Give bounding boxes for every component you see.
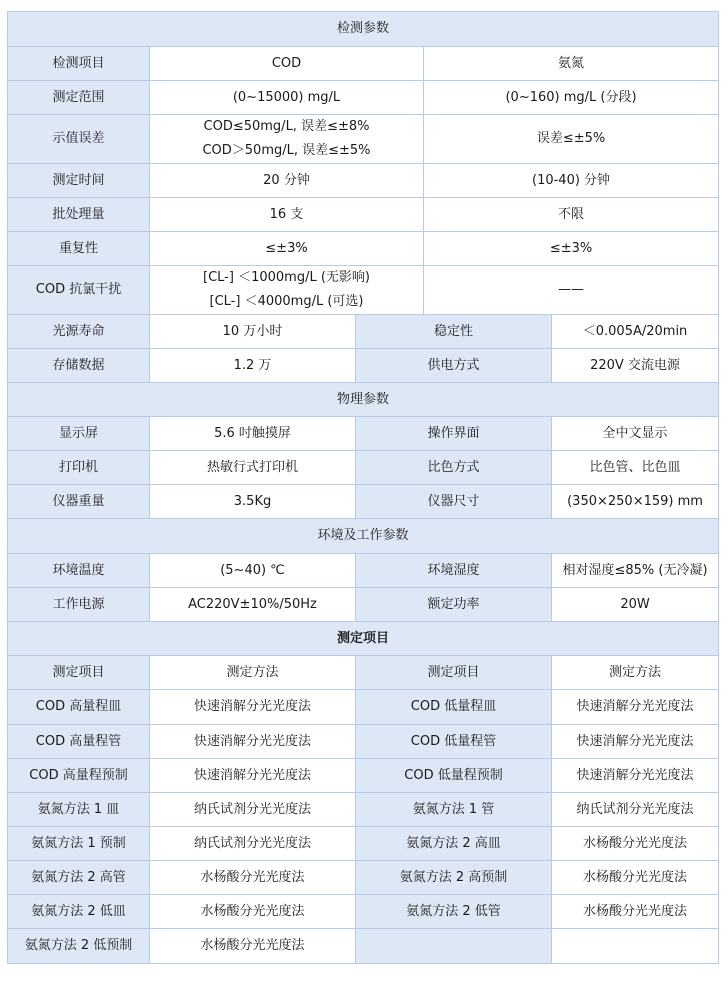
items-header-method-1: 测定方法	[150, 656, 356, 690]
cod-chloride-line2: [CL-] ＜4000mg/L (可选)	[209, 294, 364, 309]
item-method-empty	[552, 929, 719, 964]
item-method: 水杨酸分光光度法	[150, 895, 356, 929]
table-row	[8, 861, 719, 895]
cod-chloride-line1: [CL-] ＜1000mg/L (无影响)	[203, 270, 370, 285]
dimensions-value: (350×250×159) mm	[552, 485, 719, 519]
item-name: COD 低量程预制	[356, 759, 552, 793]
table-row	[8, 793, 719, 827]
section-environment-params: 环境及工作参数	[8, 519, 719, 554]
table-row	[8, 759, 719, 793]
cod-header: COD	[150, 47, 424, 81]
ammonia-range: (0~160) mg/L (分段)	[424, 81, 719, 115]
ammonia-error: 误差≤±5%	[424, 115, 719, 164]
cod-error-line1: COD≤50mg/L, 误差≤±8%	[203, 119, 370, 134]
item-name: 氨氮方法 2 高管	[8, 861, 150, 895]
section-physical-params: 物理参数	[8, 383, 719, 417]
table-row	[8, 725, 719, 759]
stability-value: ＜0.005A/20min	[552, 315, 719, 349]
cod-time: 20 分钟	[150, 164, 424, 198]
row-label-item: 检测项目	[8, 47, 150, 81]
row-label-colorimetry: 比色方式	[356, 451, 552, 485]
ammonia-chloride: ——	[424, 266, 719, 315]
temperature-value: (5~40) ℃	[150, 554, 356, 588]
item-name: 氨氮方法 2 低预制	[8, 929, 150, 964]
ammonia-time: (10-40) 分钟	[424, 164, 719, 198]
row-label-range: 测定范围	[8, 81, 150, 115]
item-method: 水杨酸分光光度法	[552, 895, 719, 929]
row-label-weight: 仪器重量	[8, 485, 150, 519]
spec-table	[7, 11, 719, 964]
row-label-stability: 稳定性	[356, 315, 552, 349]
item-name: 氨氮方法 1 皿	[8, 793, 150, 827]
item-name: COD 高量程管	[8, 725, 150, 759]
item-method: 快速消解分光光度法	[552, 759, 719, 793]
item-method: 水杨酸分光光度法	[150, 929, 356, 964]
weight-value: 3.5Kg	[150, 485, 356, 519]
row-label-storage: 存储数据	[8, 349, 150, 383]
item-name: 氨氮方法 2 高皿	[356, 827, 552, 861]
item-method: 水杨酸分光光度法	[552, 861, 719, 895]
row-label-light: 光源寿命	[8, 315, 150, 349]
humidity-value: 相对湿度≤85% (无冷凝)	[552, 554, 719, 588]
items-header-item-1: 测定项目	[8, 656, 150, 690]
section-measurement-items: 测定项目	[8, 622, 719, 656]
row-label-dimensions: 仪器尺寸	[356, 485, 552, 519]
row-label-rated-power: 额定功率	[356, 588, 552, 622]
row-label-humidity: 环境湿度	[356, 554, 552, 588]
table-row	[8, 929, 719, 964]
cod-repeat: ≤±3%	[150, 232, 424, 266]
item-method: 纳氏试剂分光光度法	[150, 827, 356, 861]
row-label-printer: 打印机	[8, 451, 150, 485]
item-method: 快速消解分光光度法	[552, 725, 719, 759]
items-header-method-2: 测定方法	[552, 656, 719, 690]
item-name: 氨氮方法 1 管	[356, 793, 552, 827]
cod-error	[150, 115, 424, 164]
item-name: 氨氮方法 2 低皿	[8, 895, 150, 929]
row-label-temperature: 环境温度	[8, 554, 150, 588]
section-detection-params: 检测参数	[8, 12, 719, 47]
item-method: 水杨酸分光光度法	[552, 827, 719, 861]
item-name: COD 低量程皿	[356, 690, 552, 725]
interface-value: 全中文显示	[552, 417, 719, 451]
item-name: 氨氮方法 2 低管	[356, 895, 552, 929]
cod-range: (0~15000) mg/L	[150, 81, 424, 115]
row-label-display: 显示屏	[8, 417, 150, 451]
ammonia-repeat: ≤±3%	[424, 232, 719, 266]
item-name: COD 低量程管	[356, 725, 552, 759]
table-row	[8, 827, 719, 861]
power-mode-value: 220V 交流电源	[552, 349, 719, 383]
work-power-value: AC220V±10%/50Hz	[150, 588, 356, 622]
storage-value: 1.2 万	[150, 349, 356, 383]
item-method: 快速消解分光光度法	[150, 725, 356, 759]
item-name: 氨氮方法 1 预制	[8, 827, 150, 861]
printer-value: 热敏行式打印机	[150, 451, 356, 485]
row-label-repeat: 重复性	[8, 232, 150, 266]
row-label-chloride: COD 抗氯干扰	[8, 266, 150, 315]
row-label-power-mode: 供电方式	[356, 349, 552, 383]
item-method: 快速消解分光光度法	[150, 759, 356, 793]
item-method: 快速消解分光光度法	[150, 690, 356, 725]
ammonia-header: 氨氮	[424, 47, 719, 81]
row-label-time: 测定时间	[8, 164, 150, 198]
item-name: COD 高量程预制	[8, 759, 150, 793]
table-row	[8, 690, 719, 725]
row-label-interface: 操作界面	[356, 417, 552, 451]
row-label-batch: 批处理量	[8, 198, 150, 232]
rated-power-value: 20W	[552, 588, 719, 622]
items-header-item-2: 测定项目	[356, 656, 552, 690]
ammonia-batch: 不限	[424, 198, 719, 232]
item-name-empty	[356, 929, 552, 964]
cod-error-line2: COD＞50mg/L, 误差≤±5%	[202, 143, 371, 158]
table-row	[8, 895, 719, 929]
cod-chloride	[150, 266, 424, 315]
item-method: 快速消解分光光度法	[552, 690, 719, 725]
colorimetry-value: 比色管、比色皿	[552, 451, 719, 485]
light-life-value: 10 万小时	[150, 315, 356, 349]
display-value: 5.6 吋触摸屏	[150, 417, 356, 451]
item-name: COD 高量程皿	[8, 690, 150, 725]
cod-batch: 16 支	[150, 198, 424, 232]
item-method: 纳氏试剂分光光度法	[150, 793, 356, 827]
item-method: 纳氏试剂分光光度法	[552, 793, 719, 827]
item-method: 水杨酸分光光度法	[150, 861, 356, 895]
row-label-work-power: 工作电源	[8, 588, 150, 622]
row-label-error: 示值误差	[8, 115, 150, 164]
item-name: 氨氮方法 2 高预制	[356, 861, 552, 895]
